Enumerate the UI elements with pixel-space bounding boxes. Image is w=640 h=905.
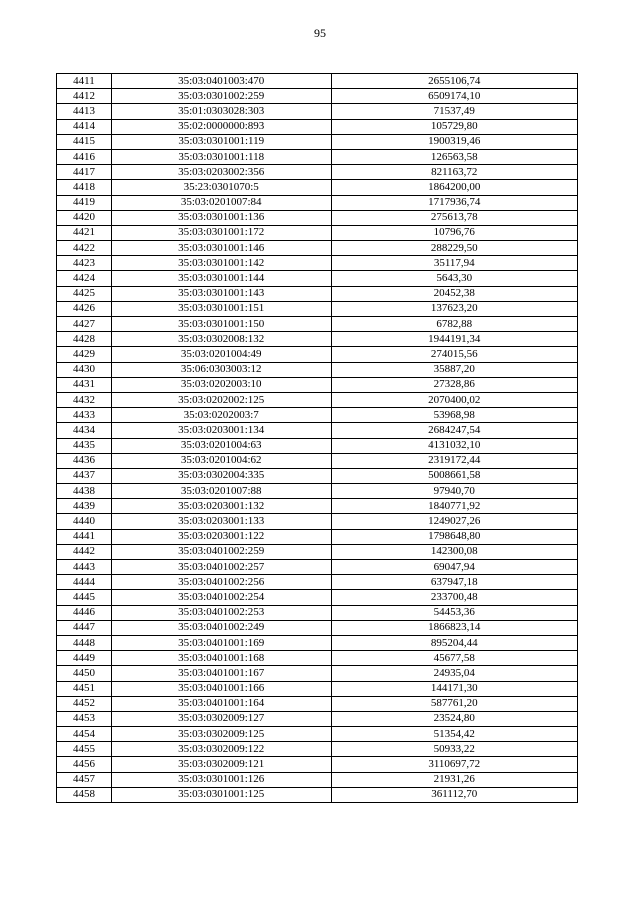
- value-cell: 288229,50: [331, 241, 577, 256]
- cadastral-number-cell: 35:03:0201004:62: [111, 453, 331, 468]
- row-number-cell: 4431: [57, 377, 112, 392]
- cadastral-number-cell: 35:03:0401002:254: [111, 590, 331, 605]
- cadastral-number-cell: 35:03:0203001:134: [111, 423, 331, 438]
- row-number-cell: 4425: [57, 286, 112, 301]
- row-number-cell: 4450: [57, 666, 112, 681]
- table-row: [57, 408, 578, 423]
- table-row: [57, 301, 578, 316]
- value-cell: 2684247,54: [331, 423, 577, 438]
- value-cell: 137623,20: [331, 301, 577, 316]
- row-number-cell: 4427: [57, 317, 112, 332]
- table-row: [57, 89, 578, 104]
- row-number-cell: 4441: [57, 529, 112, 544]
- row-number-cell: 4412: [57, 89, 112, 104]
- table-row: [57, 620, 578, 635]
- row-number-cell: 4456: [57, 757, 112, 772]
- cadastral-number-cell: 35:03:0301001:144: [111, 271, 331, 286]
- value-cell: 3110697,72: [331, 757, 577, 772]
- cadastral-number-cell: 35:03:0302009:121: [111, 757, 331, 772]
- cadastral-number-cell: 35:03:0202003:7: [111, 408, 331, 423]
- value-cell: 6782,88: [331, 317, 577, 332]
- table-row: [57, 605, 578, 620]
- value-cell: 587761,20: [331, 696, 577, 711]
- value-cell: 895204,44: [331, 635, 577, 650]
- value-cell: 50933,22: [331, 742, 577, 757]
- table-row: [57, 362, 578, 377]
- row-number-cell: 4442: [57, 544, 112, 559]
- value-cell: 69047,94: [331, 560, 577, 575]
- table-row: [57, 317, 578, 332]
- table-row: [57, 119, 578, 134]
- row-number-cell: 4414: [57, 119, 112, 134]
- table-row: [57, 256, 578, 271]
- row-number-cell: 4416: [57, 149, 112, 164]
- row-number-cell: 4429: [57, 347, 112, 362]
- cadastral-number-cell: 35:03:0401003:470: [111, 74, 331, 89]
- table-row: [57, 241, 578, 256]
- table-row: [57, 681, 578, 696]
- table-row: [57, 787, 578, 802]
- row-number-cell: 4451: [57, 681, 112, 696]
- table-row: [57, 514, 578, 529]
- value-cell: 2319172,44: [331, 453, 577, 468]
- cadastral-table: [56, 73, 578, 803]
- table-row: [57, 666, 578, 681]
- table-row: [57, 742, 578, 757]
- table-row: [57, 468, 578, 483]
- value-cell: 1944191,34: [331, 332, 577, 347]
- cadastral-number-cell: 35:03:0301001:119: [111, 134, 331, 149]
- row-number-cell: 4452: [57, 696, 112, 711]
- value-cell: 54453,36: [331, 605, 577, 620]
- value-cell: 1717936,74: [331, 195, 577, 210]
- table-row: [57, 392, 578, 407]
- table-row: [57, 195, 578, 210]
- row-number-cell: 4458: [57, 787, 112, 802]
- value-cell: 275613,78: [331, 210, 577, 225]
- row-number-cell: 4455: [57, 742, 112, 757]
- row-number-cell: 4438: [57, 484, 112, 499]
- value-cell: 24935,04: [331, 666, 577, 681]
- table-row: [57, 560, 578, 575]
- cadastral-number-cell: 35:03:0302004:335: [111, 468, 331, 483]
- cadastral-number-cell: 35:03:0401001:167: [111, 666, 331, 681]
- row-number-cell: 4419: [57, 195, 112, 210]
- cadastral-number-cell: 35:23:0301070:5: [111, 180, 331, 195]
- row-number-cell: 4449: [57, 651, 112, 666]
- row-number-cell: 4439: [57, 499, 112, 514]
- row-number-cell: 4418: [57, 180, 112, 195]
- value-cell: 1866823,14: [331, 620, 577, 635]
- value-cell: 23524,80: [331, 711, 577, 726]
- value-cell: 2070400,02: [331, 392, 577, 407]
- cadastral-number-cell: 35:03:0202002:125: [111, 392, 331, 407]
- table-row: [57, 696, 578, 711]
- cadastral-number-cell: 35:03:0201004:49: [111, 347, 331, 362]
- row-number-cell: 4411: [57, 74, 112, 89]
- row-number-cell: 4454: [57, 727, 112, 742]
- cadastral-number-cell: 35:03:0401001:168: [111, 651, 331, 666]
- value-cell: 35887,20: [331, 362, 577, 377]
- table-row: [57, 757, 578, 772]
- cadastral-number-cell: 35:03:0301002:259: [111, 89, 331, 104]
- cadastral-number-cell: 35:03:0401002:249: [111, 620, 331, 635]
- cadastral-number-cell: 35:03:0301001:126: [111, 772, 331, 787]
- table-row: [57, 423, 578, 438]
- cadastral-number-cell: 35:03:0301001:136: [111, 210, 331, 225]
- value-cell: 1249027,26: [331, 514, 577, 529]
- cadastral-number-cell: 35:03:0203001:122: [111, 529, 331, 544]
- value-cell: 45677,58: [331, 651, 577, 666]
- row-number-cell: 4430: [57, 362, 112, 377]
- cadastral-number-cell: 35:01:0303028:303: [111, 104, 331, 119]
- row-number-cell: 4448: [57, 635, 112, 650]
- row-number-cell: 4435: [57, 438, 112, 453]
- value-cell: 821163,72: [331, 165, 577, 180]
- cadastral-number-cell: 35:03:0301001:172: [111, 225, 331, 240]
- cadastral-number-cell: 35:03:0301001:150: [111, 317, 331, 332]
- table-row: [57, 651, 578, 666]
- cadastral-number-cell: 35:03:0401001:164: [111, 696, 331, 711]
- value-cell: 1864200,00: [331, 180, 577, 195]
- cadastral-number-cell: 35:03:0301001:146: [111, 241, 331, 256]
- value-cell: 10796,76: [331, 225, 577, 240]
- value-cell: 71537,49: [331, 104, 577, 119]
- row-number-cell: 4445: [57, 590, 112, 605]
- table-row: [57, 286, 578, 301]
- value-cell: 27328,86: [331, 377, 577, 392]
- table-row: [57, 711, 578, 726]
- cadastral-number-cell: 35:03:0201007:84: [111, 195, 331, 210]
- table-row: [57, 149, 578, 164]
- page-number: 95: [314, 26, 326, 40]
- value-cell: 4131032,10: [331, 438, 577, 453]
- cadastral-number-cell: 35:03:0203001:133: [111, 514, 331, 529]
- value-cell: 274015,56: [331, 347, 577, 362]
- cadastral-number-cell: 35:03:0301001:125: [111, 787, 331, 802]
- value-cell: 144171,30: [331, 681, 577, 696]
- cadastral-number-cell: 35:03:0401002:256: [111, 575, 331, 590]
- row-number-cell: 4444: [57, 575, 112, 590]
- table-row: [57, 347, 578, 362]
- value-cell: 1840771,92: [331, 499, 577, 514]
- cadastral-number-cell: 35:03:0203002:356: [111, 165, 331, 180]
- cadastral-number-cell: 35:03:0401001:166: [111, 681, 331, 696]
- table-row: [57, 635, 578, 650]
- table-row: [57, 575, 578, 590]
- table-row: [57, 590, 578, 605]
- table-row: [57, 210, 578, 225]
- table-row: [57, 165, 578, 180]
- value-cell: 126563,58: [331, 149, 577, 164]
- cadastral-number-cell: 35:03:0301001:142: [111, 256, 331, 271]
- row-number-cell: 4457: [57, 772, 112, 787]
- value-cell: 1900319,46: [331, 134, 577, 149]
- cadastral-number-cell: 35:03:0401002:257: [111, 560, 331, 575]
- value-cell: 6509174,10: [331, 89, 577, 104]
- value-cell: 5008661,58: [331, 468, 577, 483]
- cadastral-number-cell: 35:03:0302009:127: [111, 711, 331, 726]
- cadastral-number-cell: 35:03:0301001:118: [111, 149, 331, 164]
- row-number-cell: 4420: [57, 210, 112, 225]
- row-number-cell: 4426: [57, 301, 112, 316]
- table-row: [57, 377, 578, 392]
- cadastral-number-cell: 35:02:0000000:893: [111, 119, 331, 134]
- cadastral-number-cell: 35:03:0401001:169: [111, 635, 331, 650]
- table-row: [57, 104, 578, 119]
- value-cell: 35117,94: [331, 256, 577, 271]
- row-number-cell: 4446: [57, 605, 112, 620]
- row-number-cell: 4447: [57, 620, 112, 635]
- cadastral-number-cell: 35:03:0302009:122: [111, 742, 331, 757]
- row-number-cell: 4422: [57, 241, 112, 256]
- cadastral-number-cell: 35:03:0302008:132: [111, 332, 331, 347]
- table-row: [57, 225, 578, 240]
- row-number-cell: 4437: [57, 468, 112, 483]
- value-cell: 97940,70: [331, 484, 577, 499]
- row-number-cell: 4413: [57, 104, 112, 119]
- value-cell: 105729,80: [331, 119, 577, 134]
- value-cell: 233700,48: [331, 590, 577, 605]
- value-cell: 2655106,74: [331, 74, 577, 89]
- cadastral-number-cell: 35:03:0401002:253: [111, 605, 331, 620]
- table-row: [57, 271, 578, 286]
- row-number-cell: 4436: [57, 453, 112, 468]
- table-body: [57, 74, 578, 803]
- table-row: [57, 180, 578, 195]
- value-cell: 5643,30: [331, 271, 577, 286]
- cadastral-number-cell: 35:03:0203001:132: [111, 499, 331, 514]
- table-row: [57, 134, 578, 149]
- cadastral-number-cell: 35:03:0301001:151: [111, 301, 331, 316]
- value-cell: 53968,98: [331, 408, 577, 423]
- cadastral-number-cell: 35:06:0303003:12: [111, 362, 331, 377]
- row-number-cell: 4424: [57, 271, 112, 286]
- row-number-cell: 4443: [57, 560, 112, 575]
- table-row: [57, 529, 578, 544]
- row-number-cell: 4434: [57, 423, 112, 438]
- table-row: [57, 772, 578, 787]
- cadastral-number-cell: 35:03:0201007:88: [111, 484, 331, 499]
- row-number-cell: 4417: [57, 165, 112, 180]
- row-number-cell: 4453: [57, 711, 112, 726]
- row-number-cell: 4433: [57, 408, 112, 423]
- row-number-cell: 4423: [57, 256, 112, 271]
- value-cell: 20452,38: [331, 286, 577, 301]
- table-row: [57, 484, 578, 499]
- cadastral-number-cell: 35:03:0201004:63: [111, 438, 331, 453]
- value-cell: 637947,18: [331, 575, 577, 590]
- value-cell: 51354,42: [331, 727, 577, 742]
- cadastral-number-cell: 35:03:0202003:10: [111, 377, 331, 392]
- row-number-cell: 4421: [57, 225, 112, 240]
- row-number-cell: 4428: [57, 332, 112, 347]
- value-cell: 21931,26: [331, 772, 577, 787]
- table-row: [57, 74, 578, 89]
- row-number-cell: 4432: [57, 392, 112, 407]
- row-number-cell: 4415: [57, 134, 112, 149]
- value-cell: 142300,08: [331, 544, 577, 559]
- table-row: [57, 332, 578, 347]
- value-cell: 1798648,80: [331, 529, 577, 544]
- cadastral-number-cell: 35:03:0302009:125: [111, 727, 331, 742]
- cadastral-number-cell: 35:03:0401002:259: [111, 544, 331, 559]
- table-row: [57, 453, 578, 468]
- row-number-cell: 4440: [57, 514, 112, 529]
- table-row: [57, 438, 578, 453]
- table-row: [57, 727, 578, 742]
- cadastral-number-cell: 35:03:0301001:143: [111, 286, 331, 301]
- table-row: [57, 499, 578, 514]
- value-cell: 361112,70: [331, 787, 577, 802]
- table-row: [57, 544, 578, 559]
